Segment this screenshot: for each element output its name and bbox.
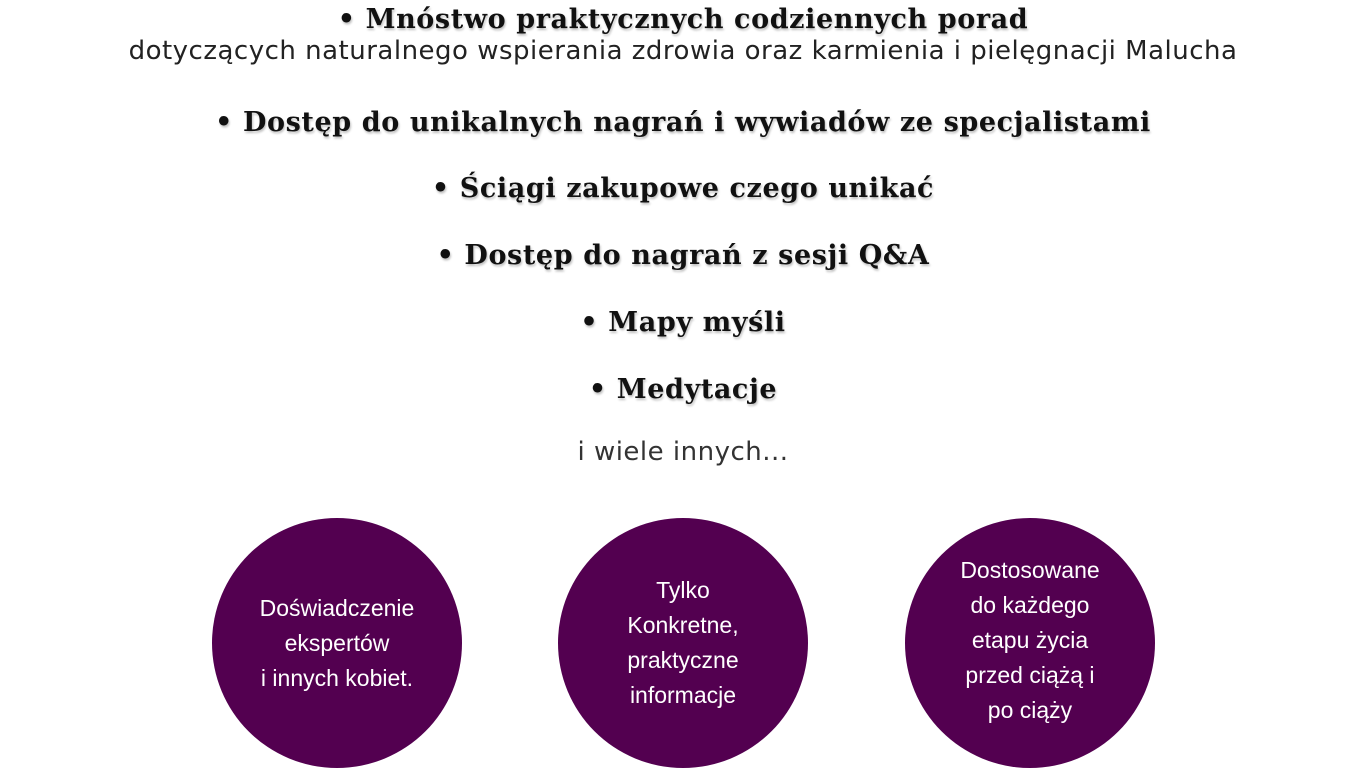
more-items-text: i wiele innych... [577,437,789,467]
feature-item-meditations: • Medytacje [588,374,778,405]
feature-item-recordings: • Dostęp do unikalnych nagrań i wywiadów ze specjalistami [215,107,1151,138]
feature-item-tips: • Mnóstwo praktycznych codziennych porad [337,4,1029,35]
benefit-circle-life-stages [905,518,1155,768]
benefit-circle-text: Dostosowane do każdego etapu życia przed ciążą i po ciąży [960,556,1100,723]
benefit-circle-experience [212,518,462,768]
benefit-circle-text: Tylko Konkretne, praktyczne informacje [627,577,739,708]
benefit-circle-text: Doświadczenie ekspertów i innych kobiet. [259,594,415,691]
feature-item-mind-maps: • Mapy myśli [580,307,786,338]
feature-item-qa-recordings: • Dostęp do nagrań z sesji Q&A [436,240,930,271]
benefit-circle-practical-info [558,518,808,768]
feature-item-shopping-cheatsheets: • Ściągi zakupowe czego unikać [431,173,935,204]
feature-item-tips-description: dotyczących naturalnego wspierania zdrowia oraz karmienia i pielęgnacji Malucha [128,36,1238,66]
